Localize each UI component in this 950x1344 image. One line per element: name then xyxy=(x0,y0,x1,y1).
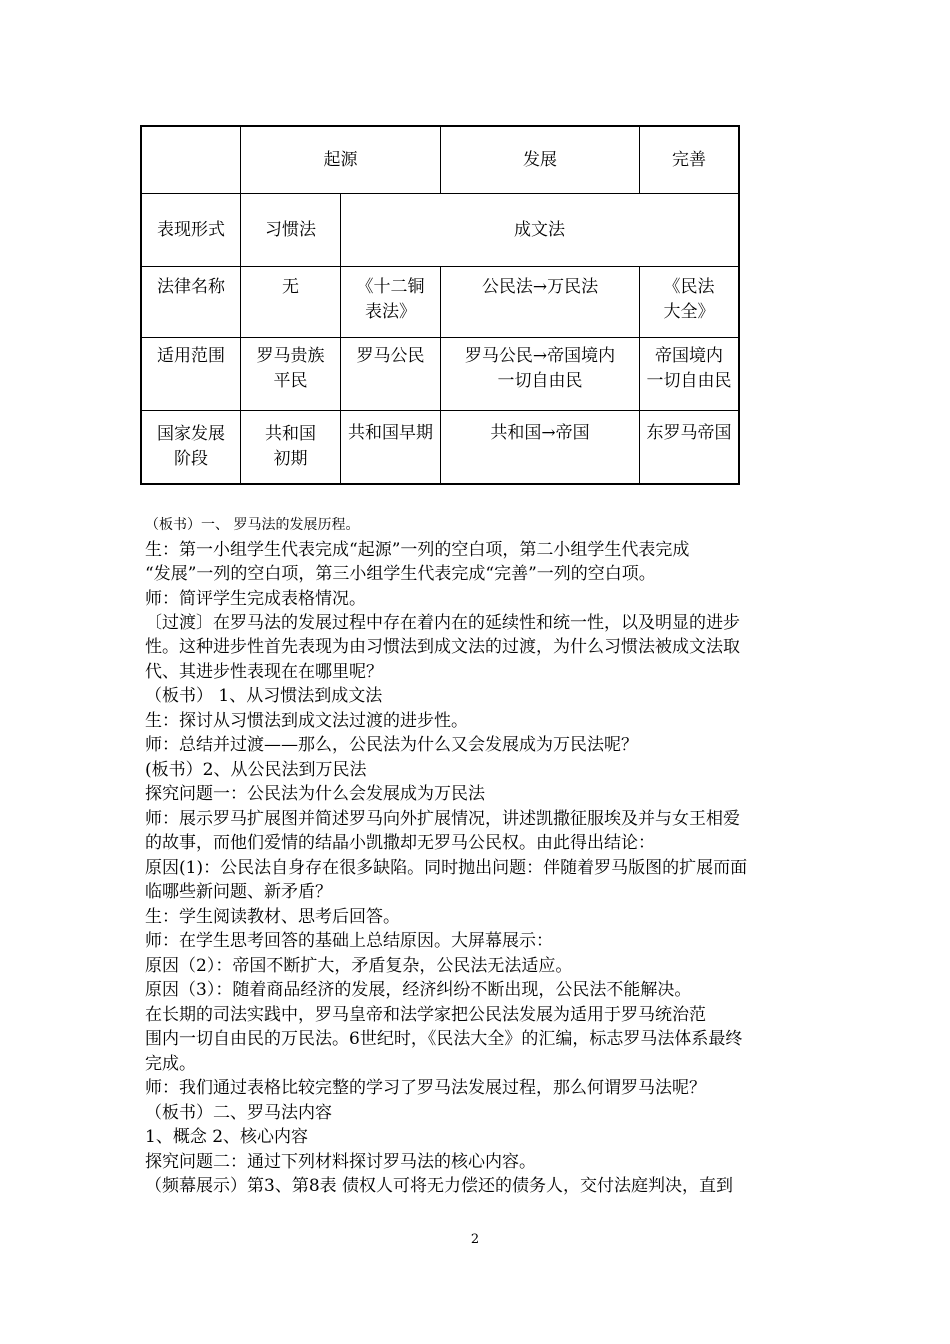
text-line: 探究问题一：公民法为什么会发展成为万民法 xyxy=(145,784,485,804)
text-line: 师：简评学生完成表格情况。 xyxy=(145,589,366,609)
table-cell: 共和国早期 xyxy=(348,423,433,443)
table-cell: 罗马公民→帝国境内 一切自由民 xyxy=(464,346,616,391)
table-cell: 无 xyxy=(282,277,299,297)
table-header-perfection: 完善 xyxy=(672,149,706,170)
text-line: 原因（2）：帝国不断扩大，矛盾复杂，公民法无法适应。 xyxy=(145,956,573,976)
text-line: 师：总结并过渡——那么，公民法为什么又会发展成为万民法呢？ xyxy=(145,735,638,755)
table-cell: 罗马公民 xyxy=(356,346,425,366)
table-cell: 《民法 大全》 xyxy=(663,277,715,322)
text-line: （板书） 1、从习惯法到成文法 xyxy=(145,686,383,706)
text-line: 在长期的司法实践中，罗马皇帝和法学家把公民法发展为适用于罗马统治范 xyxy=(145,1005,706,1025)
text-line: 的故事，而他们爱情的结晶小凯撒却无罗马公民权。由此得出结论： xyxy=(145,833,655,853)
text-line: （频幕展示）第3、第8表 债权人可将无力偿还的债务人，交付法庭判决，直到 xyxy=(145,1176,734,1196)
table-cell: 成文法 xyxy=(514,219,565,240)
table-cell: 共和国 初期 xyxy=(265,424,316,469)
text-line: 完成。 xyxy=(145,1054,196,1074)
table-cell: 《十二铜 表法》 xyxy=(356,277,425,322)
text-line: （板书）一、 罗马法的发展历程。 xyxy=(145,517,360,533)
page-number: 2 xyxy=(470,1232,480,1247)
text-line: (板书）2、从公民法到万民法 xyxy=(145,760,367,780)
text-line: 师：展示罗马扩展图并简述罗马向外扩展情况，讲述凯撒征服埃及并与女王相爱 xyxy=(145,809,740,829)
row-label-law-name: 法律名称 xyxy=(157,277,225,297)
table-cell: 公民法→万民法 xyxy=(481,277,599,297)
roman-law-table xyxy=(140,125,740,485)
text-line: 1、概念 2、核心内容 xyxy=(145,1127,309,1147)
text-line: 代、其进步性表现在在哪里呢？ xyxy=(145,662,383,682)
text-line: 师：我们通过表格比较完整的学习了罗马法发展过程，那么何谓罗马法呢？ xyxy=(145,1078,706,1098)
text-line: 原因（3）：随着商品经济的发展，经济纠纷不断出现，公民法不能解决。 xyxy=(145,980,692,1000)
text-line: 生：探讨从习惯法到成文法过渡的进步性。 xyxy=(145,711,468,731)
text-line: 〔过渡〕在罗马法的发展过程中存在着内在的延续性和统一性，以及明显的进步 xyxy=(145,613,740,633)
text-line: 生：第一小组学生代表完成“起源”一列的空白项，第二小组学生代表完成 xyxy=(145,540,690,560)
text-line: “发展”一列的空白项，第三小组学生代表完成“完善”一列的空白项。 xyxy=(145,564,656,584)
text-line: 原因(1)：公民法自身存在很多缺陷。同时抛出问题：伴随着罗马版图的扩展而面 xyxy=(145,858,748,878)
table-cell: 习惯法 xyxy=(265,219,316,240)
table-header-origin: 起源 xyxy=(323,149,358,170)
row-label-stage: 国家发展 阶段 xyxy=(157,424,225,469)
row-label-scope: 适用范围 xyxy=(157,346,225,366)
row-label-form: 表现形式 xyxy=(157,219,225,240)
table-header-development: 发展 xyxy=(523,149,557,170)
text-line: 生：学生阅读教材、思考后回答。 xyxy=(145,907,400,927)
table-cell: 东罗马帝国 xyxy=(646,423,732,443)
text-line: （板书）二、罗马法内容 xyxy=(145,1103,332,1123)
text-line: 性。这种进步性首先表现为由习惯法到成文法的过渡，为什么习惯法被成文法取 xyxy=(145,637,740,657)
text-line: 临哪些新问题、新矛盾？ xyxy=(145,882,332,902)
table-cell: 共和国→帝国 xyxy=(490,423,590,443)
table-cell: 帝国境内 一切自由民 xyxy=(646,346,732,391)
text-line: 围内一切自由民的万民法。6世纪时，《民法大全》的汇编，标志罗马法体系最终 xyxy=(145,1029,743,1049)
text-line: 探究问题二：通过下列材料探讨罗马法的核心内容。 xyxy=(145,1152,536,1172)
table-cell: 罗马贵族 平民 xyxy=(256,346,325,391)
text-line: 师：在学生思考回答的基础上总结原因。大屏幕展示： xyxy=(145,931,553,951)
